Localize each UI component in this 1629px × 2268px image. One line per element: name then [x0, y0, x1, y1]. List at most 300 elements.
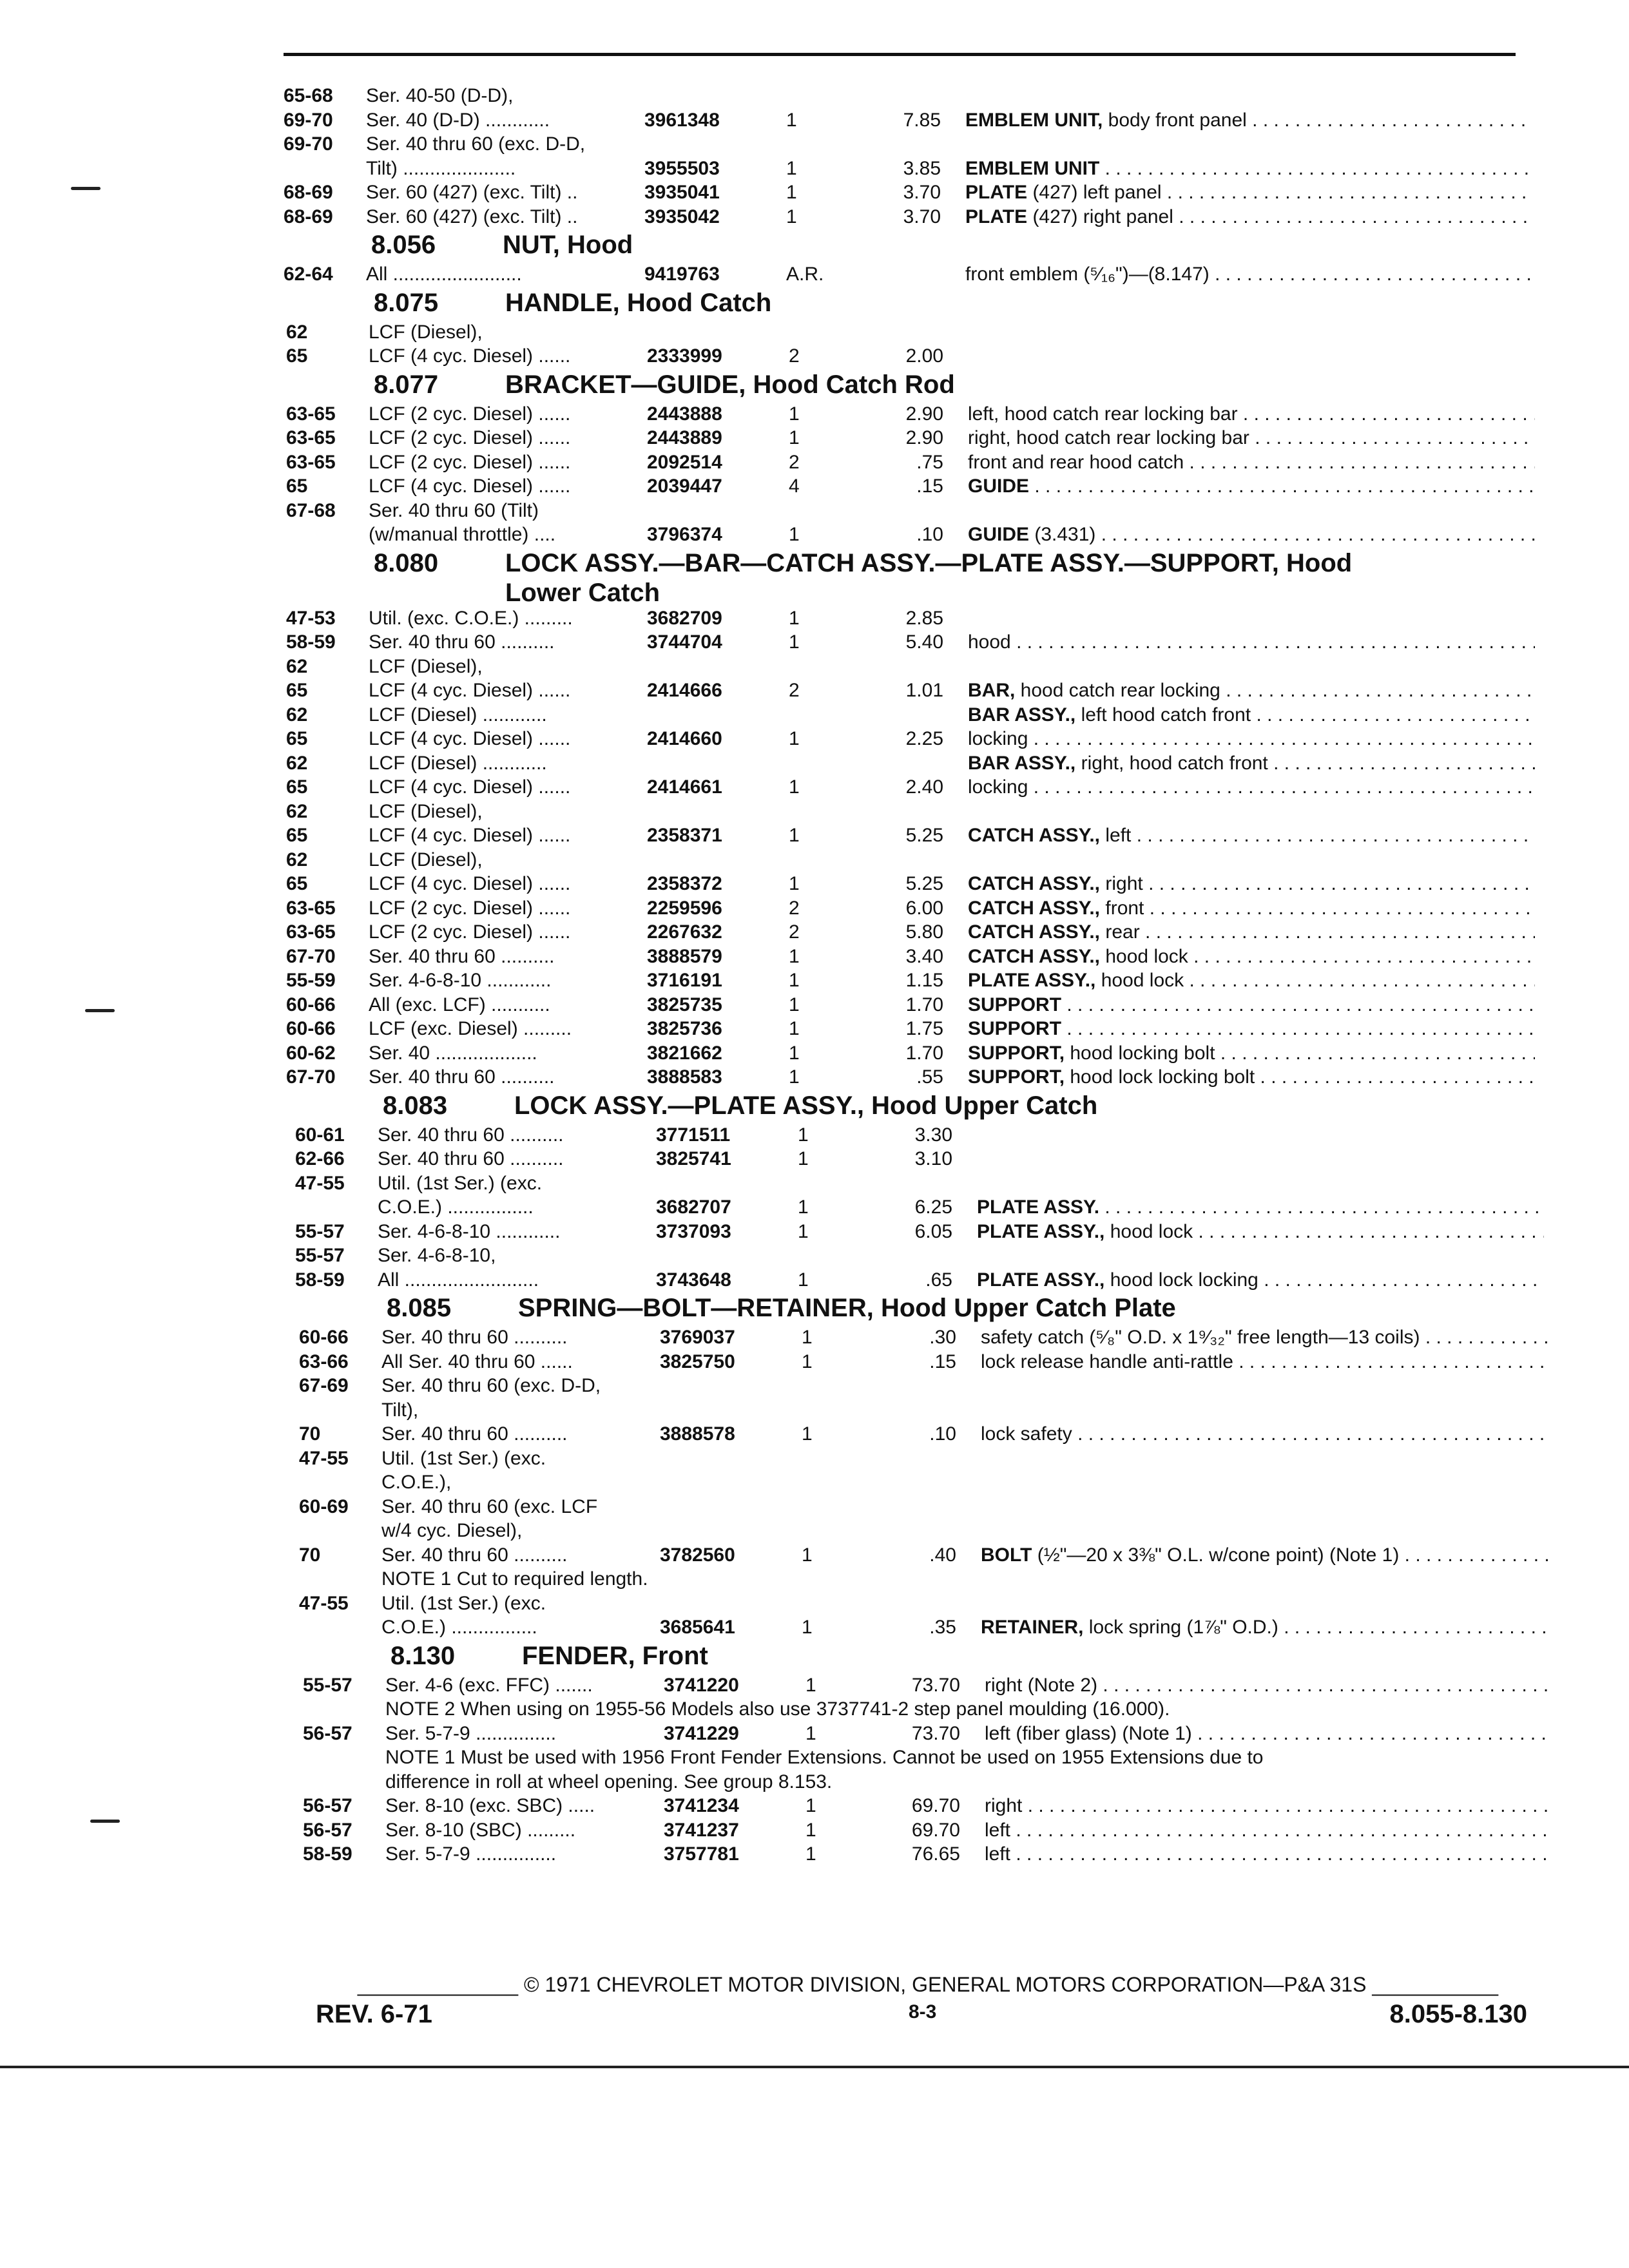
- part-row: [299, 1519, 1527, 1543]
- price: 5.25: [905, 825, 943, 846]
- quantity: 1: [789, 776, 800, 798]
- part-row: [299, 1374, 1527, 1398]
- price: .65: [925, 1269, 952, 1291]
- description-leader: [985, 1842, 1552, 1866]
- part-row: [303, 1794, 1527, 1818]
- application: Ser. 60 (427) (exc. Tilt) ..: [366, 182, 578, 203]
- part-name: GUIDE: [968, 524, 1030, 545]
- description-leader: [968, 968, 1535, 992]
- description-leader: [968, 474, 1535, 498]
- part-row: [284, 205, 1527, 229]
- part-row: [284, 84, 1527, 108]
- parts-group: [286, 287, 1527, 369]
- application: LCF (Diesel),: [369, 849, 483, 870]
- price: .35: [929, 1617, 956, 1638]
- part-description: rear: [1100, 921, 1140, 943]
- part-row: [286, 920, 1527, 945]
- model-years: 55-57: [295, 1245, 345, 1266]
- model-years: 67-69: [299, 1375, 349, 1396]
- description-leader: [965, 205, 1532, 229]
- model-years: 56-57: [303, 1722, 352, 1744]
- part-number: 9419763: [644, 264, 720, 285]
- part-name: SUPPORT: [968, 1018, 1062, 1039]
- part-number: 2414660: [647, 728, 722, 749]
- part-description: locking: [968, 776, 1028, 798]
- quantity: 2: [789, 451, 800, 473]
- group-number: 8.056: [371, 231, 436, 259]
- description-leader: [968, 823, 1535, 847]
- application: Tilt) .....................: [366, 157, 516, 179]
- application: w/4 cyc. Diesel),: [381, 1520, 523, 1541]
- quantity: 1: [802, 1327, 813, 1348]
- part-row: [286, 993, 1527, 1017]
- part-number: 2414666: [647, 680, 722, 701]
- part-description: hood lock: [1095, 970, 1184, 991]
- application: Ser. 40 thru 60 ..........: [369, 945, 555, 967]
- quantity: 1: [802, 1544, 813, 1566]
- application: Ser. 40 (D-D) ............: [366, 109, 550, 131]
- application: Ser. 40 thru 60 (exc. LCF: [381, 1495, 598, 1517]
- part-name: CATCH ASSY.,: [968, 873, 1101, 894]
- part-row: [286, 402, 1527, 427]
- quantity: 1: [798, 1196, 809, 1218]
- description-leader: [981, 1350, 1548, 1374]
- model-years: 67-70: [286, 945, 336, 967]
- price: 2.25: [905, 728, 943, 749]
- model-years: 65: [286, 476, 308, 497]
- group-heading: [303, 1640, 1527, 1673]
- part-row: [303, 1842, 1527, 1867]
- model-years: 62: [286, 321, 308, 343]
- part-description: hood catch rear locking: [1015, 680, 1220, 701]
- quantity: 1: [789, 728, 800, 749]
- price: 1.15: [905, 970, 943, 991]
- part-description: hood lock locking bolt: [1065, 1066, 1255, 1088]
- part-name: BAR,: [968, 680, 1016, 701]
- part-row: [286, 1041, 1527, 1066]
- quantity: 1: [798, 1148, 809, 1169]
- part-row: [299, 1543, 1527, 1568]
- part-row: [286, 751, 1527, 776]
- quantity: 1: [802, 1617, 813, 1638]
- part-number: 3888579: [647, 945, 722, 967]
- quantity: 2: [789, 897, 800, 919]
- part-row: [286, 1065, 1527, 1090]
- quantity: 1: [786, 109, 797, 131]
- part-description: right: [1100, 873, 1143, 894]
- part-description: hood lock: [1104, 1220, 1193, 1242]
- model-years: 65: [286, 825, 308, 846]
- quantity: 1: [789, 970, 800, 991]
- model-years: 65: [286, 345, 308, 367]
- application: NOTE 1 Cut to required length.: [381, 1568, 648, 1590]
- part-name: CATCH ASSY.,: [968, 825, 1101, 846]
- part-row: [303, 1770, 1527, 1794]
- application: C.O.E.) ................: [378, 1196, 534, 1218]
- part-number: 3888578: [660, 1423, 735, 1445]
- price: 6.00: [905, 897, 943, 919]
- group-title: FENDER, Front: [522, 1641, 708, 1670]
- part-number: 3935041: [644, 182, 720, 203]
- group-number: 8.075: [374, 288, 439, 317]
- application: (w/manual throttle) ....: [369, 524, 556, 545]
- part-description: left, hood catch rear locking bar: [968, 403, 1238, 425]
- part-row: [286, 655, 1527, 679]
- application: All Ser. 40 thru 60 ......: [381, 1350, 573, 1372]
- price: .15: [929, 1350, 956, 1372]
- quantity: 1: [789, 403, 800, 425]
- model-years: 60-66: [299, 1327, 349, 1348]
- application: LCF (2 cyc. Diesel) ......: [369, 427, 571, 448]
- model-years: 69-70: [284, 109, 333, 131]
- part-name: SUPPORT,: [968, 1066, 1065, 1088]
- part-number: 3769037: [660, 1327, 735, 1348]
- price: 69.70: [911, 1795, 960, 1816]
- model-years: 58-59: [286, 631, 336, 653]
- price: 2.00: [905, 345, 943, 367]
- part-name: PLATE ASSY.,: [968, 970, 1096, 991]
- parts-group: [303, 1640, 1527, 1867]
- part-row: [286, 727, 1527, 751]
- model-years: 56-57: [303, 1819, 352, 1841]
- group-heading: [284, 229, 1527, 262]
- description-leader: [981, 1422, 1548, 1446]
- parts-group: [286, 369, 1527, 547]
- description-leader: [968, 920, 1535, 944]
- parts-group: [284, 229, 1527, 287]
- description-leader: [968, 1065, 1535, 1089]
- part-row: [286, 1017, 1527, 1041]
- price: 2.90: [905, 403, 943, 425]
- price: 1.01: [905, 680, 943, 701]
- description-leader: [968, 1017, 1535, 1041]
- part-description: lock safety: [981, 1423, 1072, 1445]
- copyright-line: ______________ © 1971 CHEVROLET MOTOR DIVISION, GENERAL MOTORS CORPORATION—P&A 31S ___________: [357, 1973, 1499, 1996]
- part-row: [286, 968, 1527, 993]
- part-row: [303, 1818, 1527, 1843]
- application: LCF (Diesel),: [369, 800, 483, 822]
- part-description: hood locking bolt: [1065, 1042, 1215, 1064]
- model-years: 63-66: [299, 1350, 349, 1372]
- part-row: [295, 1147, 1527, 1171]
- part-number: 2092514: [647, 451, 722, 473]
- application: Util. (1st Ser.) (exc.: [381, 1447, 546, 1469]
- part-row: [286, 896, 1527, 921]
- part-row: [284, 157, 1527, 181]
- part-description: left: [985, 1819, 1011, 1841]
- description-leader: [968, 523, 1535, 546]
- model-years: 63-65: [286, 403, 336, 425]
- price: .55: [916, 1066, 943, 1088]
- price: 3.10: [914, 1148, 952, 1169]
- description-leader: [968, 993, 1535, 1017]
- revision-label: REV. 6-71: [316, 2000, 432, 2028]
- page-number: 8-3: [909, 2001, 937, 2023]
- model-years: 63-65: [286, 427, 336, 448]
- part-name: SUPPORT,: [968, 1042, 1065, 1064]
- description-leader: [965, 157, 1532, 180]
- part-number: 3782560: [660, 1544, 735, 1566]
- part-row: [299, 1615, 1527, 1640]
- part-number: 3771511: [656, 1124, 731, 1146]
- price: 3.70: [903, 182, 941, 203]
- part-row: [286, 606, 1527, 631]
- application: Ser. 5-7-9 ...............: [385, 1722, 557, 1744]
- model-years: 60-66: [286, 994, 336, 1015]
- margin-mark: [85, 1009, 115, 1012]
- part-number: 3741234: [664, 1795, 739, 1816]
- application: LCF (exc. Diesel) .........: [369, 1018, 572, 1039]
- model-years: 65: [286, 776, 308, 798]
- part-name: BOLT: [981, 1544, 1032, 1566]
- price: 6.05: [914, 1220, 952, 1242]
- model-years: 70: [299, 1544, 321, 1566]
- model-years: 62: [286, 752, 308, 774]
- application: LCF (4 cyc. Diesel) ......: [369, 873, 571, 894]
- margin-mark: [90, 1820, 120, 1823]
- model-years: 65-68: [284, 85, 333, 106]
- part-row: [303, 1722, 1527, 1746]
- description-leader: [965, 108, 1532, 132]
- application: LCF (2 cyc. Diesel) ......: [369, 921, 571, 943]
- price: 5.25: [905, 873, 943, 894]
- part-row: [284, 262, 1527, 287]
- part-name: PLATE: [965, 182, 1028, 203]
- application: LCF (4 cyc. Diesel) ......: [369, 680, 571, 701]
- part-row: [295, 1244, 1527, 1268]
- group-title: LOCK ASSY.—PLATE ASSY., Hood Upper Catch: [514, 1091, 1098, 1120]
- application: LCF (2 cyc. Diesel) ......: [369, 897, 571, 919]
- part-row: [303, 1673, 1527, 1698]
- quantity: 1: [798, 1220, 809, 1242]
- bottom-rule: [0, 2066, 1629, 2068]
- description-leader: [977, 1220, 1544, 1244]
- model-years: 60-62: [286, 1042, 336, 1064]
- application: Ser. 40 thru 60 ..........: [381, 1327, 568, 1348]
- part-name: RETAINER,: [981, 1617, 1084, 1638]
- application: Ser. 40 thru 60 (exc. D-D,: [381, 1375, 601, 1396]
- part-description: (3.431): [1029, 524, 1096, 545]
- part-description: body front panel: [1103, 109, 1247, 131]
- group-number: 8.083: [383, 1091, 448, 1120]
- model-years: 65: [286, 680, 308, 701]
- part-description: left (fiber glass) (Note 1): [985, 1722, 1192, 1744]
- part-number: 3737093: [656, 1220, 731, 1242]
- quantity: A.R.: [786, 264, 824, 285]
- model-years: 62: [286, 849, 308, 870]
- model-years: 47-55: [299, 1447, 349, 1469]
- price: 73.70: [911, 1674, 960, 1696]
- part-row: [286, 320, 1527, 345]
- quantity: 1: [802, 1423, 813, 1445]
- description-leader: [985, 1722, 1552, 1745]
- description-leader: [968, 703, 1535, 727]
- price: 69.70: [911, 1819, 960, 1841]
- description-leader: [965, 180, 1532, 204]
- part-row: [286, 823, 1527, 848]
- part-description: left: [985, 1843, 1011, 1865]
- group-heading: [286, 369, 1527, 402]
- price: 2.85: [905, 607, 943, 629]
- application: Ser. 40 thru 60 ..........: [378, 1148, 564, 1169]
- model-years: 60-69: [299, 1495, 349, 1517]
- description-leader: [968, 630, 1535, 654]
- part-name: EMBLEM UNIT: [965, 157, 1100, 179]
- application: Ser. 8-10 (SBC) .........: [385, 1819, 576, 1841]
- part-description: lock release handle anti-rattle: [981, 1350, 1233, 1372]
- description-leader: [985, 1794, 1552, 1818]
- part-number: 3888583: [647, 1066, 722, 1088]
- price: 1.75: [905, 1018, 943, 1039]
- part-description: left: [1100, 825, 1132, 846]
- part-name: PLATE ASSY.,: [977, 1220, 1105, 1242]
- part-name: BAR ASSY.,: [968, 752, 1076, 774]
- part-row: [299, 1398, 1527, 1423]
- part-row: [299, 1470, 1527, 1495]
- price: .40: [929, 1544, 956, 1566]
- model-years: 68-69: [284, 182, 333, 203]
- part-number: 2259596: [647, 897, 722, 919]
- part-row: [295, 1171, 1527, 1196]
- part-description: lock spring (1⅞" O.D.): [1083, 1617, 1278, 1638]
- quantity: 1: [789, 994, 800, 1015]
- quantity: 1: [786, 182, 797, 203]
- price: 76.65: [911, 1843, 960, 1865]
- part-number: 3935042: [644, 206, 720, 227]
- part-number: 3955503: [644, 157, 720, 179]
- part-number: 3716191: [647, 970, 722, 991]
- part-row: [299, 1325, 1527, 1350]
- model-years: 47-53: [286, 607, 336, 629]
- application: LCF (2 cyc. Diesel) ......: [369, 403, 571, 425]
- copyright-text: © 1971 CHEVROLET MOTOR DIVISION, GENERAL MOTORS CORPORATION—P&A 31S: [523, 1973, 1367, 1996]
- group-number: 8.085: [387, 1294, 452, 1322]
- part-row: [299, 1591, 1527, 1616]
- part-number: 3825750: [660, 1350, 735, 1372]
- part-description: locking: [968, 728, 1028, 749]
- part-row: [299, 1495, 1527, 1519]
- part-name: PLATE ASSY.,: [977, 1269, 1105, 1291]
- part-row: [286, 703, 1527, 727]
- model-years: 60-66: [286, 1018, 336, 1039]
- application: Tilt),: [381, 1399, 419, 1421]
- application: LCF (4 cyc. Diesel) ......: [369, 345, 571, 367]
- price: 1.70: [905, 1042, 943, 1064]
- group-title-continued: [286, 578, 1527, 607]
- part-number: 3741220: [664, 1674, 739, 1696]
- part-row: [284, 132, 1527, 157]
- part-row: [295, 1195, 1527, 1220]
- model-years: 62-64: [284, 264, 333, 285]
- part-name: PLATE: [965, 206, 1028, 227]
- application: NOTE 2 When using on 1955-56 Models also use 3737741-2 step panel moulding (16.000).: [385, 1698, 1170, 1720]
- quantity: 1: [789, 873, 800, 894]
- part-row: [286, 848, 1527, 872]
- application: All .........................: [378, 1269, 539, 1291]
- application: C.O.E.),: [381, 1472, 452, 1493]
- model-years: 55-57: [303, 1674, 352, 1696]
- top-rule: [284, 53, 1516, 56]
- model-years: 62: [286, 704, 308, 726]
- part-description: hood lock: [1100, 945, 1188, 967]
- application: Ser. 40 thru 60 ..........: [369, 1066, 555, 1088]
- application: Util. (1st Ser.) (exc.: [378, 1172, 543, 1194]
- application: Ser. 40-50 (D-D),: [366, 85, 514, 106]
- part-number: 3825736: [647, 1018, 722, 1039]
- part-row: [286, 800, 1527, 824]
- part-description: hood: [968, 631, 1011, 653]
- quantity: 1: [789, 607, 800, 629]
- model-years: 55-59: [286, 970, 336, 991]
- application: Ser. 4-6-8-10,: [378, 1245, 496, 1266]
- quantity: 1: [802, 1350, 813, 1372]
- application: LCF (4 cyc. Diesel) ......: [369, 776, 571, 798]
- part-number: 3825735: [647, 994, 722, 1015]
- price: .10: [916, 524, 943, 545]
- model-years: 63-65: [286, 451, 336, 473]
- part-description: front and rear hood catch: [968, 451, 1184, 473]
- description-leader: [977, 1195, 1544, 1219]
- description-leader: [981, 1615, 1548, 1639]
- description-leader: [968, 872, 1535, 896]
- model-years: 70: [299, 1423, 321, 1445]
- model-years: 60-61: [295, 1124, 345, 1146]
- part-row: [299, 1567, 1527, 1591]
- part-number: 3796374: [647, 524, 722, 545]
- description-leader: [965, 262, 1532, 286]
- part-name: CATCH ASSY.,: [968, 897, 1101, 919]
- part-row: [286, 523, 1527, 547]
- model-years: 47-55: [299, 1592, 349, 1614]
- model-years: 56-57: [303, 1795, 352, 1816]
- part-description: (427) right panel: [1027, 206, 1173, 227]
- part-description: (½"—20 x 3⅜" O.L. w/cone point) (Note 1): [1032, 1544, 1400, 1566]
- part-number: 2443888: [647, 403, 722, 425]
- part-row: [284, 180, 1527, 205]
- model-years: 55-57: [295, 1220, 345, 1242]
- application: Ser. 40 thru 60 ..........: [381, 1423, 568, 1445]
- part-row: [303, 1745, 1527, 1770]
- price: .30: [929, 1327, 956, 1348]
- part-number: 3741229: [664, 1722, 739, 1744]
- part-number: 2358371: [647, 825, 722, 846]
- group-number: 8.130: [390, 1641, 456, 1670]
- part-number: 3825741: [656, 1148, 731, 1169]
- model-years: 69-70: [284, 133, 333, 155]
- price: 3.70: [903, 206, 941, 227]
- group-title: NUT, Hood: [503, 231, 633, 259]
- application: Ser. 40 thru 60 ..........: [378, 1124, 564, 1146]
- part-row: [286, 872, 1527, 896]
- quantity: 1: [789, 524, 800, 545]
- quantity: 1: [805, 1674, 816, 1696]
- part-number: 3741237: [664, 1819, 739, 1841]
- part-row: [286, 775, 1527, 800]
- quantity: 1: [798, 1124, 809, 1146]
- part-number: 2039447: [647, 476, 722, 497]
- part-number: 2414661: [647, 776, 722, 798]
- model-years: 67-68: [286, 499, 336, 521]
- quantity: 1: [789, 1018, 800, 1039]
- group-range: 8.055-8.130: [1389, 2000, 1527, 2028]
- application: LCF (4 cyc. Diesel) ......: [369, 825, 571, 846]
- parts-group: [284, 84, 1527, 229]
- part-name: SUPPORT: [968, 994, 1062, 1015]
- group-number: 8.077: [374, 370, 439, 399]
- part-number: 2358372: [647, 873, 722, 894]
- group-heading: [286, 547, 1527, 581]
- application: LCF (Diesel),: [369, 655, 483, 677]
